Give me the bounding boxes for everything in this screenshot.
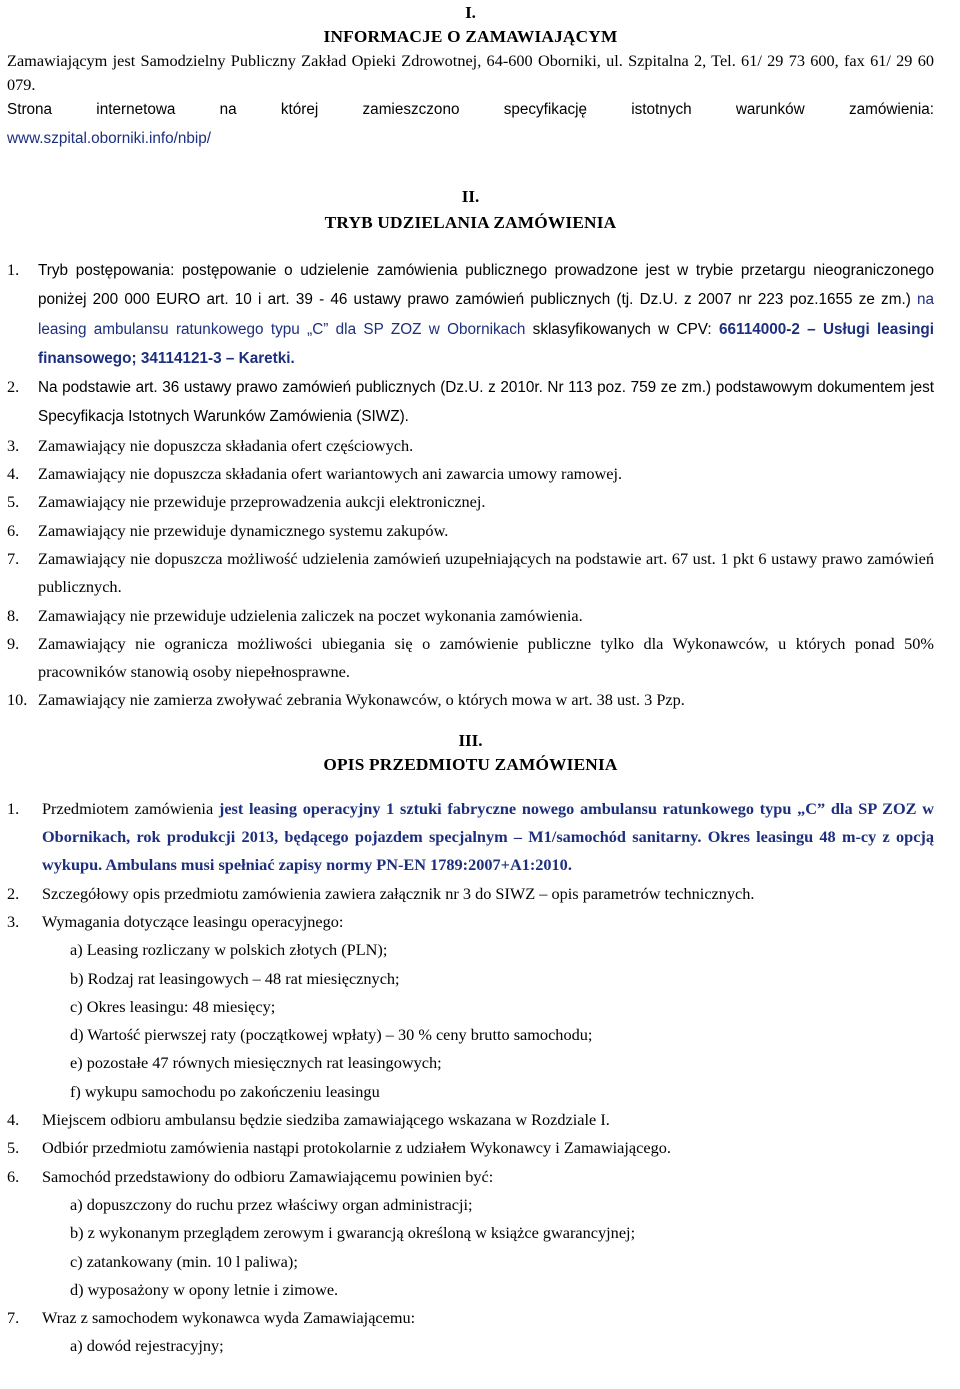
sub-list bbox=[42, 1191, 934, 1304]
list-item bbox=[7, 630, 934, 687]
list-item bbox=[7, 602, 934, 630]
section-1-number: I. bbox=[465, 3, 476, 22]
item-text: Wraz z samochodem wykonawca wyda Zamawiającemu: bbox=[42, 1308, 416, 1328]
section-3-list bbox=[7, 795, 934, 1361]
sub-list-item: e) pozostałe 47 równych miesięcznych rat leasingowych; bbox=[70, 1053, 442, 1073]
item-number: 3. bbox=[7, 911, 20, 931]
sub-list bbox=[42, 936, 934, 1106]
item-text: Miejscem odbioru ambulansu będzie siedziba zamawiającego wskazana w Rozdziale I. bbox=[42, 1110, 610, 1130]
cpv-codes: 66114000-2 – Usługi leasingi finansowego; 34114121-3 – Karetki. bbox=[38, 320, 935, 367]
item-number: 9. bbox=[7, 633, 20, 653]
list-item bbox=[7, 908, 934, 1106]
sub-list-item: d) Wartość pierwszej raty (początkowej wpłaty) – 30 % ceny brutto samochodu; bbox=[70, 1025, 593, 1045]
item-number: 4. bbox=[7, 464, 20, 484]
item-text: Szczegółowy opis przedmiotu zamówienia zawiera załącznik nr 3 do SIWZ – opis parametrów technicznych. bbox=[42, 883, 755, 903]
sub-list-item: a) dopuszczony do ruchu przez właściwy organ administracji; bbox=[70, 1194, 473, 1214]
item-text: Zamawiający nie zamierza zwoływać zebrania Wykonawców, o których mowa w art. 38 ust. 3 Pzp. bbox=[38, 690, 685, 710]
sub-list-item: b) Rodzaj rat leasingowych – 48 rat miesięcznych; bbox=[70, 968, 400, 988]
item-text-highlight: jest leasing operacyjny 1 sztuki fabryczne nowego ambulansu ratunkowego typu „C” dla SP ZOZ w Obornikach, rok produkcji 2013, będącego pojazdem specjalnym – M1/samochód sanitarny. Okres leasingu 48 m-cy z opcją wykupu. Ambulans musi spełniać zapisy normy PN-EN 1789:2007+A1:2010. bbox=[42, 798, 934, 875]
item-number: 5. bbox=[7, 492, 20, 512]
item-text: sklasyfikowanych w CPV: bbox=[525, 320, 720, 338]
item-number: 3. bbox=[7, 435, 20, 455]
list-item bbox=[7, 1134, 934, 1162]
section-2-number: II. bbox=[461, 187, 480, 206]
item-text: Przedmiotem zamówienia bbox=[42, 798, 219, 818]
item-text-highlight: na leasing ambulansu ratunkowego typu „C” dla SP ZOZ w Obornikach bbox=[38, 291, 935, 338]
section-2-title: TRYB UDZIELANIA ZAMÓWIENIA bbox=[324, 213, 617, 232]
sub-list-item: f) wykupu samochodu po zakończeniu leasingu bbox=[70, 1081, 380, 1101]
item-text: Odbiór przedmiotu zamówienia nastąpi protokolarnie z udziałem Wykonawcy i Zamawiającego. bbox=[42, 1138, 671, 1158]
list-item bbox=[7, 373, 934, 432]
sub-list-item: d) wyposażony w opony letnie i zimowe. bbox=[70, 1279, 339, 1299]
website-label: Strona internetowa na której zamieszczono specyfikację istotnych warunków zamówienia: bbox=[7, 101, 934, 118]
list-item bbox=[7, 517, 934, 545]
item-text: Zamawiający nie przewiduje przeprowadzenia aukcji elektronicznej. bbox=[38, 492, 486, 512]
list-item bbox=[7, 545, 934, 602]
sub-list-item: b) z wykonanym przeglądem zerowym i gwarancją określoną w książce gwarancyjnej; bbox=[70, 1223, 636, 1243]
item-number: 10. bbox=[7, 690, 28, 710]
list-item bbox=[7, 686, 934, 714]
item-number: 7. bbox=[7, 548, 20, 568]
item-number: 1. bbox=[7, 260, 20, 279]
item-text: Samochód przedstawiony do odbioru Zamawiającemu powinien być: bbox=[42, 1166, 494, 1186]
list-item bbox=[7, 256, 934, 373]
section-1-title: INFORMACJE O ZAMAWIAJĄCYM bbox=[323, 27, 618, 46]
item-text: Wymagania dotyczące leasingu operacyjnego: bbox=[42, 911, 344, 931]
item-text: Zamawiający nie dopuszcza składania ofert częściowych. bbox=[38, 435, 414, 455]
item-number: 4. bbox=[7, 1110, 20, 1130]
list-item bbox=[7, 460, 934, 488]
section-2-list bbox=[7, 256, 934, 715]
item-number: 1. bbox=[7, 798, 20, 818]
list-item bbox=[7, 488, 934, 516]
sub-list bbox=[42, 1332, 934, 1360]
item-number: 5. bbox=[7, 1138, 20, 1158]
list-item bbox=[7, 880, 934, 908]
section-3-title: OPIS PRZEDMIOTU ZAMÓWIENIA bbox=[323, 754, 618, 774]
website-link[interactable]: www.szpital.oborniki.info/nbip/ bbox=[7, 130, 212, 147]
item-number: 2. bbox=[7, 883, 20, 903]
sub-list-item: c) zatankowany (min. 10 l paliwa); bbox=[70, 1251, 298, 1271]
list-item bbox=[7, 432, 934, 460]
sub-list-item: c) Okres leasingu: 48 miesięcy; bbox=[70, 996, 276, 1016]
list-item bbox=[7, 1304, 934, 1361]
section-1-website bbox=[7, 96, 934, 153]
item-number: 6. bbox=[7, 1166, 20, 1186]
item-number: 6. bbox=[7, 520, 20, 540]
item-text: Na podstawie art. 36 ustawy prawo zamówień publicznych (Dz.U. z 2010r. Nr 113 poz. 759 ze zm.) podstawowym dokumentem jest Specyfikacja Istotnych Warunków Zamówienia (SIWZ). bbox=[38, 379, 934, 426]
item-number: 7. bbox=[7, 1308, 20, 1328]
list-item bbox=[7, 795, 934, 880]
list-item bbox=[7, 1163, 934, 1304]
sub-list-item: a) Leasing rozliczany w polskich złotych (PLN); bbox=[70, 940, 388, 960]
item-text: Zamawiający nie dopuszcza składania ofert wariantowych ani zawarcia umowy ramowej. bbox=[38, 464, 623, 484]
item-text: Tryb postępowania: postępowanie o udzielenie zamówienia publicznego prowadzone jest w trybie przetargu nieograniczonego poniżej 200 000 EURO art. 10 i art. 39 - 46 ustawy prawo zamówień publicznych (tj. Dz.U. z 2007 nr 223 poz.1655 ze zm.) bbox=[38, 262, 934, 309]
document-page bbox=[7, 0, 934, 1361]
item-text: Zamawiający nie przewiduje dynamicznego systemu zakupów. bbox=[38, 520, 449, 540]
item-number: 2. bbox=[7, 377, 20, 397]
list-item bbox=[7, 1106, 934, 1134]
item-text: Zamawiający nie dopuszcza możliwość udzielenia zamówień uzupełniających na podstawie art. 67 ust. 1 pkt 6 ustawy prawo zamówień publicznych. bbox=[38, 548, 934, 597]
sub-list-item: a) dowód rejestracyjny; bbox=[70, 1336, 224, 1356]
item-text: Zamawiający nie ogranicza możliwości ubiegania się o zamówienie publiczne tylko dla Wykonawców, u których ponad 50% pracowników stanowią osoby niepełnosprawne. bbox=[38, 633, 934, 682]
section-1-intro: Zamawiającym jest Samodzielny Publiczny Zakład Opieki Zdrowotnej, 64-600 Oborniki, ul. Szpitalna 2, Tel. 61/ 29 73 600, fax 61/ 29 60 079. bbox=[7, 51, 934, 94]
item-number: 8. bbox=[7, 605, 20, 625]
section-3-number: III. bbox=[458, 730, 483, 750]
item-text: Zamawiający nie przewiduje udzielenia zaliczek na poczet wykonania zamówienia. bbox=[38, 605, 583, 625]
